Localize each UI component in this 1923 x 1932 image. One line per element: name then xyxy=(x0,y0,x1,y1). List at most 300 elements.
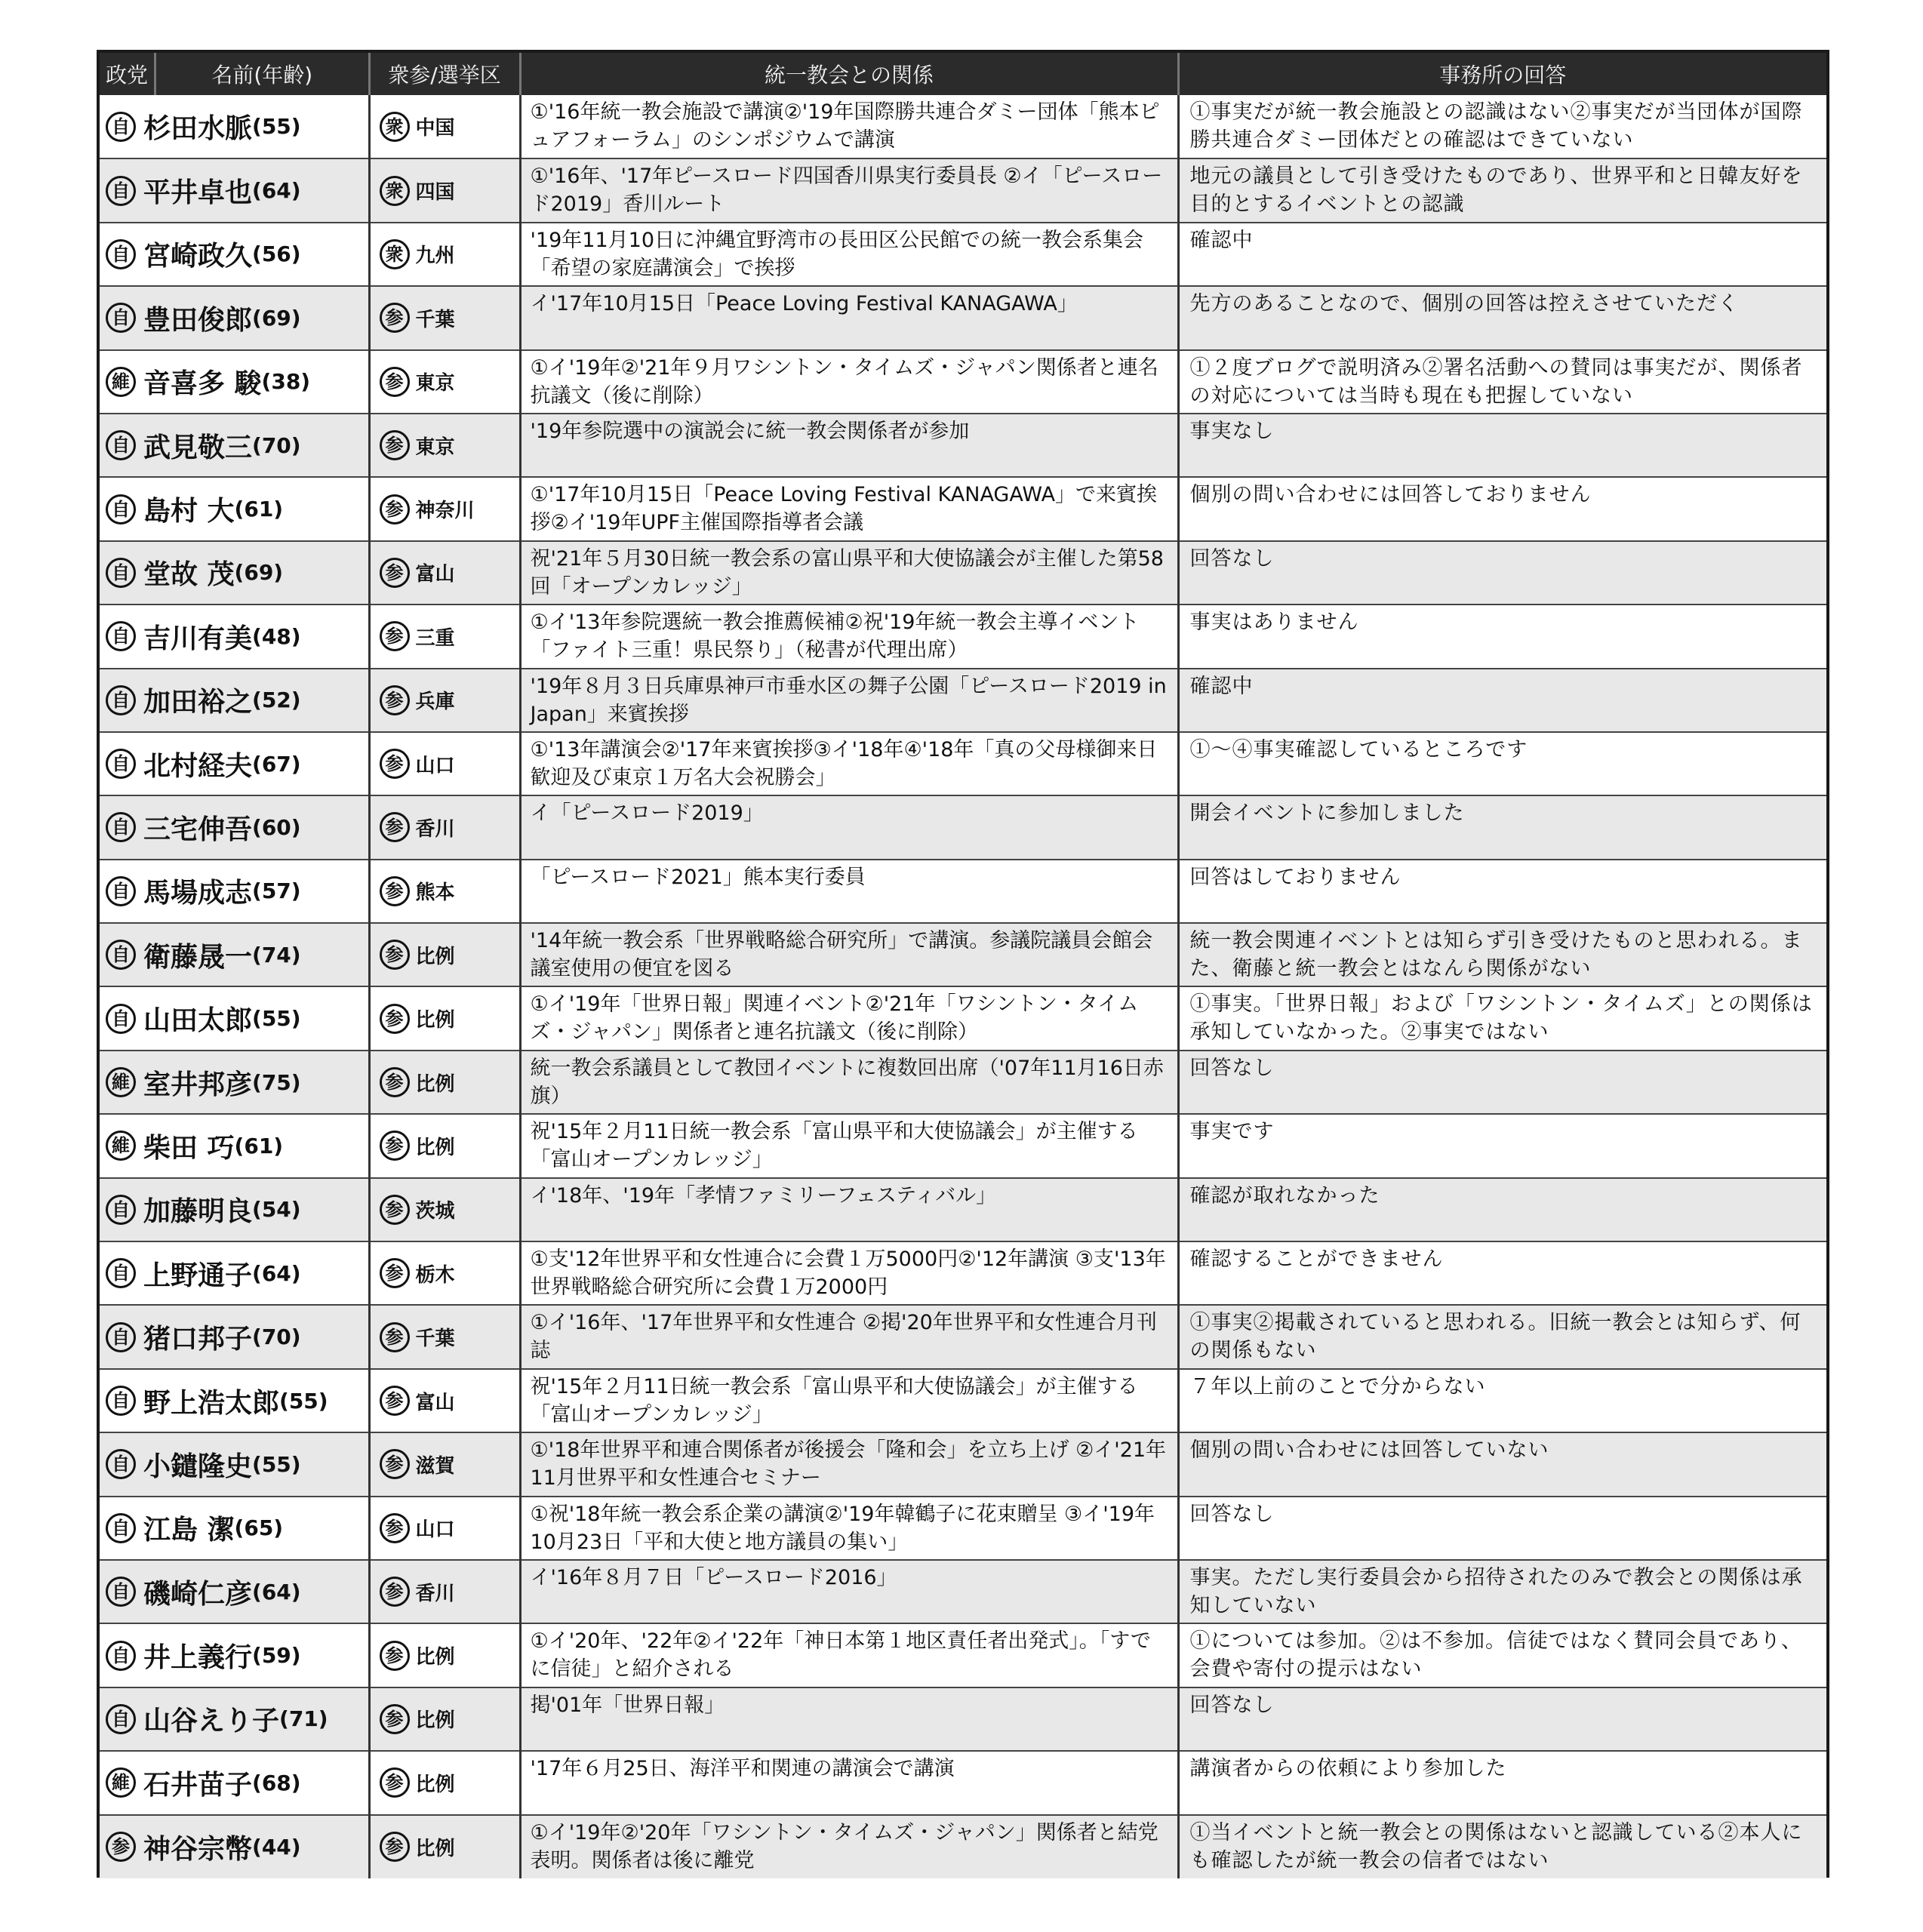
table-row xyxy=(100,732,1826,795)
politician-name: 衛藤晟一 xyxy=(143,941,253,973)
response-cell xyxy=(1178,541,1826,605)
politician-name: 堂故 茂 xyxy=(143,559,235,591)
party-badge: 自 xyxy=(106,940,136,970)
politician-age: (59) xyxy=(252,1643,301,1669)
relation-text: ①イ'19年「世界日報」関連イベント②'21年「ワシントン・タイムズ・ジャパン」関係者と連名抗議文（後に削除） xyxy=(530,992,1139,1044)
chamber-badge: 参 xyxy=(380,494,410,525)
district-cell xyxy=(369,1560,520,1623)
relation-text: イ'16年８月７日「ピースロード2016」 xyxy=(530,1565,897,1589)
politician-name: 音喜多 駿 xyxy=(143,368,262,400)
district-name: 東京 xyxy=(415,435,455,459)
relation-cell xyxy=(520,795,1178,859)
relation-text: ①支'12年世界平和女性連合に会費１万5000円②'12年講演 ③支'13年世界戦略総合研究所に会費１万2000円 xyxy=(530,1247,1166,1300)
politician-age: (52) xyxy=(252,688,301,713)
party-badge: 自 xyxy=(106,1386,136,1416)
chamber-badge: 参 xyxy=(380,621,410,651)
district-cell xyxy=(369,1497,520,1560)
response-cell xyxy=(1178,1178,1826,1241)
party-badge: 自 xyxy=(106,621,136,651)
relation-text: ①イ'19年②'21年９月ワシントン・タイムズ・ジャパン関係者と連名抗議文（後に削除） xyxy=(530,355,1158,408)
response-text: 事実はありません xyxy=(1189,611,1359,635)
relation-text: ①'17年10月15日「Peace Loving Festival KANAGAWA」で来賓挨拶②イ'19年UPF主催国際指導者会議 xyxy=(530,483,1158,535)
relation-cell xyxy=(520,350,1178,414)
relation-cell xyxy=(520,860,1178,923)
district-name: 九州 xyxy=(415,245,455,268)
response-text: ①事実②掲載されていると思われる。旧統一教会とは知らず、何の関係もない xyxy=(1189,1311,1801,1363)
party-badge: 維 xyxy=(106,367,136,397)
name-cell xyxy=(100,1432,369,1496)
response-cell xyxy=(1178,1560,1826,1623)
chamber-badge: 参 xyxy=(380,430,410,460)
politician-age: (69) xyxy=(252,305,301,331)
politician-name: 平井卓也 xyxy=(143,177,253,209)
district-cell xyxy=(369,414,520,477)
district-name: 中国 xyxy=(415,117,455,140)
chamber-badge: 参 xyxy=(380,749,410,779)
table-row xyxy=(100,1560,1826,1623)
politician-age: (69) xyxy=(234,560,284,586)
party-badge: 自 xyxy=(106,1641,136,1671)
table-row xyxy=(100,1051,1826,1114)
party-badge: 自 xyxy=(106,239,136,269)
response-text: 回答はしておりません xyxy=(1189,865,1401,889)
response-text: ①事実だが統一教会施設との認識はない②事実だが当団体が国際勝共連合ダミー団体だとの確認はできていない xyxy=(1189,100,1803,152)
relation-cell xyxy=(520,95,1178,158)
table-row xyxy=(100,1497,1826,1560)
party-badge: 自 xyxy=(106,1449,136,1479)
party-badge: 自 xyxy=(106,1322,136,1352)
table-row xyxy=(100,1305,1826,1368)
relation-text: 祝'15年２月11日統一教会系「富山県平和大使協議会」が主催する「富山オープンカレッジ」 xyxy=(530,1374,1138,1426)
district-cell xyxy=(369,795,520,859)
district-cell xyxy=(369,923,520,986)
name-cell xyxy=(100,1497,369,1560)
response-cell xyxy=(1178,223,1826,286)
party-badge: 自 xyxy=(106,876,136,906)
chamber-badge: 参 xyxy=(380,1704,410,1734)
district-name: 神奈川 xyxy=(415,500,475,523)
district-cell xyxy=(369,860,520,923)
name-cell xyxy=(100,1623,369,1687)
district-cell xyxy=(369,1623,520,1687)
name-cell xyxy=(100,1241,369,1305)
response-cell xyxy=(1178,1751,1826,1814)
district-cell xyxy=(369,1751,520,1814)
politicians-table-container xyxy=(97,50,1829,1878)
district-name: 比例 xyxy=(415,1646,455,1669)
chamber-badge: 参 xyxy=(380,1513,410,1543)
politician-age: (48) xyxy=(252,623,301,649)
response-cell xyxy=(1178,795,1826,859)
relation-cell xyxy=(520,1051,1178,1114)
relation-text: 「ピースロード2021」熊本実行委員 xyxy=(530,865,866,889)
party-badge: 自 xyxy=(106,494,136,525)
response-cell xyxy=(1178,986,1826,1050)
relation-cell xyxy=(520,1241,1178,1305)
party-badge: 維 xyxy=(106,1067,136,1097)
district-cell xyxy=(369,1687,520,1751)
party-badge: 自 xyxy=(106,812,136,842)
party-badge: 自 xyxy=(106,303,136,333)
party-badge: 自 xyxy=(106,1577,136,1607)
response-text: 確認中 xyxy=(1189,674,1254,698)
politician-name: 三宅伸吾 xyxy=(143,814,253,845)
table-row xyxy=(100,1623,1826,1687)
relation-text: 統一教会系議員として教団イベントに複数回出席（'07年11月16日赤旗） xyxy=(530,1056,1164,1108)
politician-age: (55) xyxy=(279,1388,328,1414)
response-text: 事実なし xyxy=(1189,419,1275,443)
name-cell xyxy=(100,605,369,668)
response-cell xyxy=(1178,1623,1826,1687)
response-text: 確認が取れなかった xyxy=(1189,1183,1380,1208)
name-cell xyxy=(100,477,369,540)
response-cell xyxy=(1178,1687,1826,1751)
relation-cell xyxy=(520,923,1178,986)
relation-cell xyxy=(520,1687,1178,1751)
response-cell xyxy=(1178,605,1826,668)
relation-cell xyxy=(520,541,1178,605)
district-cell xyxy=(369,286,520,349)
response-cell xyxy=(1178,923,1826,986)
district-name: 比例 xyxy=(415,1009,455,1032)
politician-age: (75) xyxy=(252,1069,301,1095)
relation-text: '19年８月３日兵庫県神戸市垂水区の舞子公園「ピースロード2019 in Japan」来賓挨拶 xyxy=(530,674,1167,726)
politician-name: 猪口邦子 xyxy=(143,1324,253,1355)
relation-text: 祝'21年５月30日統一教会系の富山県平和大使協議会が主催した第58回「オープンカレッジ」 xyxy=(530,546,1164,598)
party-badge: 自 xyxy=(106,176,136,206)
politician-name: 島村 大 xyxy=(143,496,235,528)
chamber-badge: 参 xyxy=(380,876,410,906)
relation-text: 祝'15年２月11日統一教会系「富山県平和大使協議会」が主催する「富山オープンカレッジ」 xyxy=(530,1120,1138,1172)
politician-age: (54) xyxy=(252,1197,301,1223)
relation-cell xyxy=(520,1497,1178,1560)
chamber-badge: 参 xyxy=(380,1641,410,1671)
district-cell xyxy=(369,541,520,605)
chamber-badge: 参 xyxy=(380,1258,410,1288)
response-text: 講演者からの依頼により参加した xyxy=(1189,1757,1507,1781)
response-cell xyxy=(1178,286,1826,349)
politician-age: (56) xyxy=(252,242,301,267)
response-cell xyxy=(1178,1051,1826,1114)
politician-name: 上野通子 xyxy=(143,1260,253,1291)
name-cell xyxy=(100,860,369,923)
response-text: 統一教会関連イベントとは知らず引き受けたものと思われる。また、衛藤と統一教会とはなんら関係がない xyxy=(1189,929,1803,981)
table-row xyxy=(100,414,1826,477)
response-cell xyxy=(1178,414,1826,477)
name-cell xyxy=(100,923,369,986)
table-row xyxy=(100,860,1826,923)
relation-cell xyxy=(520,1751,1178,1814)
chamber-badge: 参 xyxy=(380,812,410,842)
politician-age: (61) xyxy=(234,1133,284,1158)
relation-text: イ「ピースロード2019」 xyxy=(530,801,764,826)
relation-text: ①イ'20年、'22年②イ'22年「神日本第１地区責任者出発式」。「すでに信徒」と紹介される xyxy=(530,1629,1152,1681)
district-cell xyxy=(369,1305,520,1368)
relation-cell xyxy=(520,1815,1178,1878)
district-name: 富山 xyxy=(415,563,455,586)
relation-cell xyxy=(520,158,1178,222)
relation-text: '19年11月10日に沖縄宜野湾市の長田区公民館での統一教会系集会「希望の家庭講演会」で挨拶 xyxy=(530,228,1143,280)
relation-text: ①'13年講演会②'17年来賓挨拶③イ'18年④'18年「真の父母様御来日歓迎及び東京１万名大会祝勝会」 xyxy=(530,737,1158,789)
table-row xyxy=(100,1114,1826,1177)
table-row xyxy=(100,158,1826,222)
district-cell xyxy=(369,1178,520,1241)
table-row xyxy=(100,986,1826,1050)
relation-cell xyxy=(520,1114,1178,1177)
politician-name: 武見敬三 xyxy=(143,432,253,463)
relation-cell xyxy=(520,1305,1178,1368)
response-cell xyxy=(1178,1241,1826,1305)
chamber-badge: 参 xyxy=(380,1067,410,1097)
chamber-badge: 衆 xyxy=(380,176,410,206)
district-name: 山口 xyxy=(415,1518,455,1542)
chamber-badge: 衆 xyxy=(380,239,410,269)
politician-name: 吉川有美 xyxy=(143,623,253,654)
table-row xyxy=(100,95,1826,158)
name-cell xyxy=(100,1114,369,1177)
response-text: ①当イベントと統一教会との関係はないと認識している②本人にも確認したが統一教会の信者ではない xyxy=(1189,1820,1803,1872)
politicians-table xyxy=(100,53,1826,1878)
relation-cell xyxy=(520,1178,1178,1241)
district-cell xyxy=(369,95,520,158)
party-badge: 自 xyxy=(106,1195,136,1225)
district-cell xyxy=(369,1815,520,1878)
response-cell xyxy=(1178,1497,1826,1560)
name-cell xyxy=(100,350,369,414)
name-cell xyxy=(100,1178,369,1241)
header-response: 事務所の回答 xyxy=(1178,53,1826,95)
party-badge: 自 xyxy=(106,685,136,715)
district-cell xyxy=(369,605,520,668)
name-cell xyxy=(100,286,369,349)
politician-name: 小鑓隆史 xyxy=(143,1451,253,1482)
name-cell xyxy=(100,541,369,605)
politician-name: 江島 潔 xyxy=(143,1515,235,1546)
relation-text: ①イ'19年②'20年「ワシントン・タイムズ・ジャパン」関係者と結党表明。関係者は後に離党 xyxy=(530,1820,1158,1872)
response-text: 個別の問い合わせには回答しておりません xyxy=(1189,483,1592,507)
relation-text: ①イ'13年参院選統一教会推薦候補②祝'19年統一教会主導イベント「ファイト三重！県民祭り」（秘書が代理出席） xyxy=(530,611,1140,663)
relation-text: ①'16年、'17年ピースロード四国香川県実行委員長 ②イ「ピースロード2019」香川ルート xyxy=(530,165,1163,217)
district-cell xyxy=(369,986,520,1050)
politician-name: 石井苗子 xyxy=(143,1769,253,1801)
chamber-badge: 衆 xyxy=(380,112,410,142)
table-row xyxy=(100,541,1826,605)
name-cell xyxy=(100,1687,369,1751)
response-text: 回答なし xyxy=(1189,546,1275,571)
chamber-badge: 参 xyxy=(380,1322,410,1352)
party-badge: 自 xyxy=(106,749,136,779)
district-cell xyxy=(369,1369,520,1432)
relation-cell xyxy=(520,669,1178,732)
response-cell xyxy=(1178,1305,1826,1368)
response-cell xyxy=(1178,732,1826,795)
response-cell xyxy=(1178,1369,1826,1432)
party-badge: 自 xyxy=(106,1704,136,1734)
politician-age: (67) xyxy=(252,751,301,777)
politician-age: (44) xyxy=(252,1834,301,1860)
district-name: 兵庫 xyxy=(415,691,455,714)
relation-cell xyxy=(520,986,1178,1050)
district-name: 三重 xyxy=(415,626,455,650)
name-cell xyxy=(100,1815,369,1878)
politician-age: (65) xyxy=(234,1515,284,1541)
relation-text: '14年統一教会系「世界戦略総合研究所」で講演。参議院議員会館会議室使用の便宜を図る xyxy=(530,929,1153,981)
name-cell xyxy=(100,1051,369,1114)
politician-age: (70) xyxy=(252,432,301,458)
relation-text: '17年６月25日、海洋平和関連の講演会で講演 xyxy=(530,1757,955,1781)
district-cell xyxy=(369,669,520,732)
politician-name: 山谷えり子 xyxy=(143,1706,280,1737)
response-cell xyxy=(1178,1815,1826,1878)
response-text: 事実です xyxy=(1189,1120,1275,1144)
politician-age: (57) xyxy=(252,878,301,904)
politician-name: 柴田 巧 xyxy=(143,1132,235,1164)
table-row xyxy=(100,1432,1826,1496)
relation-text: ①'18年世界平和連合関係者が後援会「隆和会」を立ち上げ ②イ'21年11月世界平和女性連合セミナー xyxy=(530,1438,1167,1491)
name-cell xyxy=(100,669,369,732)
relation-text: ①'16年統一教会施設で講演②'19年国際勝共連合ダミー団体「熊本ピュアフォーラム」のシンポジウムで講演 xyxy=(530,100,1160,152)
politician-name: 神谷宗幣 xyxy=(143,1833,253,1865)
name-cell xyxy=(100,414,369,477)
politician-age: (71) xyxy=(279,1706,328,1732)
table-row xyxy=(100,795,1826,859)
response-cell xyxy=(1178,1114,1826,1177)
politician-age: (64) xyxy=(252,1260,301,1286)
name-cell xyxy=(100,223,369,286)
relation-cell xyxy=(520,414,1178,477)
politician-name: 野上浩太郎 xyxy=(143,1387,280,1419)
name-cell xyxy=(100,95,369,158)
response-text: 確認中 xyxy=(1189,228,1254,252)
politician-name: 室井邦彦 xyxy=(143,1069,253,1100)
response-text: ①２度ブログで説明済み②署名活動への賛同は事実だが、関係者の対応については当時も現在も把握していない xyxy=(1189,355,1803,408)
chamber-badge: 参 xyxy=(380,685,410,715)
politician-name: 磯崎仁彦 xyxy=(143,1578,253,1610)
party-badge: 維 xyxy=(106,1767,136,1798)
politician-age: (61) xyxy=(234,497,284,522)
relation-cell xyxy=(520,605,1178,668)
chamber-badge: 参 xyxy=(380,1577,410,1607)
district-name: 香川 xyxy=(415,817,455,841)
response-text: 確認することができません xyxy=(1189,1247,1444,1272)
district-name: 比例 xyxy=(415,1072,455,1096)
table-row xyxy=(100,1369,1826,1432)
table-header xyxy=(100,53,1826,95)
response-cell xyxy=(1178,860,1826,923)
district-name: 比例 xyxy=(415,1709,455,1733)
district-name: 栃木 xyxy=(415,1263,455,1287)
politician-name: 井上義行 xyxy=(143,1642,253,1674)
relation-text: イ'18年、'19年「孝情ファミリーフェスティバル」 xyxy=(530,1183,997,1208)
relation-text: ①祝'18年統一教会系企業の講演②'19年韓鶴子に花束贈呈 ③イ'19年10月23日「平和大使と地方議員の集い」 xyxy=(530,1502,1155,1554)
header-party: 政党 xyxy=(100,53,156,95)
politician-age: (55) xyxy=(252,114,301,140)
district-name: 千葉 xyxy=(415,308,455,331)
party-badge: 参 xyxy=(106,1832,136,1862)
district-cell xyxy=(369,350,520,414)
party-badge: 自 xyxy=(106,558,136,588)
district-cell xyxy=(369,158,520,222)
relation-cell xyxy=(520,223,1178,286)
party-badge: 自 xyxy=(106,430,136,460)
response-text: 地元の議員として引き受けたものであり、世界平和と日韓友好を目的とするイベントとの認識 xyxy=(1189,165,1803,217)
politician-age: (70) xyxy=(252,1324,301,1350)
district-name: 富山 xyxy=(415,1391,455,1414)
table-row xyxy=(100,477,1826,540)
district-name: 茨城 xyxy=(415,1200,455,1223)
party-badge: 自 xyxy=(106,1258,136,1288)
response-text: 回答なし xyxy=(1189,1693,1275,1717)
politician-age: (64) xyxy=(252,1579,301,1604)
district-name: 千葉 xyxy=(415,1327,455,1351)
party-badge: 自 xyxy=(106,112,136,142)
politician-age: (68) xyxy=(252,1770,301,1795)
response-text: 回答なし xyxy=(1189,1056,1275,1080)
response-text: ①～④事実確認しているところです xyxy=(1189,737,1528,761)
district-name: 比例 xyxy=(415,1136,455,1159)
response-text: 事実。ただし実行委員会から招待されたのみで教会との関係は承知していない xyxy=(1189,1565,1803,1617)
politician-age: (55) xyxy=(252,1451,301,1477)
politician-name: 加藤明良 xyxy=(143,1196,253,1228)
relation-text: 掲'01年「世界日報」 xyxy=(530,1693,725,1717)
table-row xyxy=(100,223,1826,286)
district-name: 香川 xyxy=(415,1582,455,1605)
response-text: ①事実。「世界日報」および「ワシントン・タイムズ」との関係は承知していなかった。②事実ではない xyxy=(1189,992,1813,1044)
district-name: 比例 xyxy=(415,1773,455,1796)
chamber-badge: 参 xyxy=(380,1449,410,1479)
response-cell xyxy=(1178,669,1826,732)
header-name: 名前(年齢) xyxy=(211,63,313,88)
table-row xyxy=(100,1178,1826,1241)
relation-cell xyxy=(520,1369,1178,1432)
politician-name: 杉田水脈 xyxy=(143,113,253,145)
table-body xyxy=(100,95,1826,1878)
relation-cell xyxy=(520,1560,1178,1623)
district-name: 山口 xyxy=(415,754,455,777)
district-cell xyxy=(369,732,520,795)
district-cell xyxy=(369,1432,520,1496)
party-badge: 自 xyxy=(106,1004,136,1034)
politician-name: 北村経夫 xyxy=(143,750,253,782)
relation-cell xyxy=(520,477,1178,540)
response-text: 先方のあることなので、個別の回答は控えさせていただく xyxy=(1189,292,1739,316)
politician-age: (38) xyxy=(261,369,311,395)
name-cell xyxy=(100,795,369,859)
name-cell xyxy=(100,1305,369,1368)
response-text: ①については参加。②は不参加。信徒ではなく賛同会員であり、会費や寄付の提示はない xyxy=(1189,1629,1802,1681)
politician-name: 馬場成志 xyxy=(143,878,253,909)
chamber-badge: 参 xyxy=(380,558,410,588)
party-badge: 自 xyxy=(106,1513,136,1543)
response-text: 個別の問い合わせには回答していない xyxy=(1189,1438,1549,1463)
relation-cell xyxy=(520,286,1178,349)
chamber-badge: 参 xyxy=(380,1767,410,1798)
table-row xyxy=(100,1815,1826,1878)
politician-name: 山田太郎 xyxy=(143,1005,253,1037)
header-district: 衆参/選挙区 xyxy=(369,53,520,95)
table-row xyxy=(100,1241,1826,1305)
politician-name: 宮崎政久 xyxy=(143,241,253,272)
chamber-badge: 参 xyxy=(380,1195,410,1225)
chamber-badge: 参 xyxy=(380,367,410,397)
chamber-badge: 参 xyxy=(380,1386,410,1416)
response-text: ７年以上前のことで分からない xyxy=(1189,1374,1486,1398)
name-cell xyxy=(100,1560,369,1623)
name-cell xyxy=(100,1369,369,1432)
relation-text: イ'17年10月15日「Peace Loving Festival KANAGAWA」 xyxy=(530,292,1078,316)
politician-age: (74) xyxy=(252,942,301,968)
politician-name: 加田裕之 xyxy=(143,687,253,718)
